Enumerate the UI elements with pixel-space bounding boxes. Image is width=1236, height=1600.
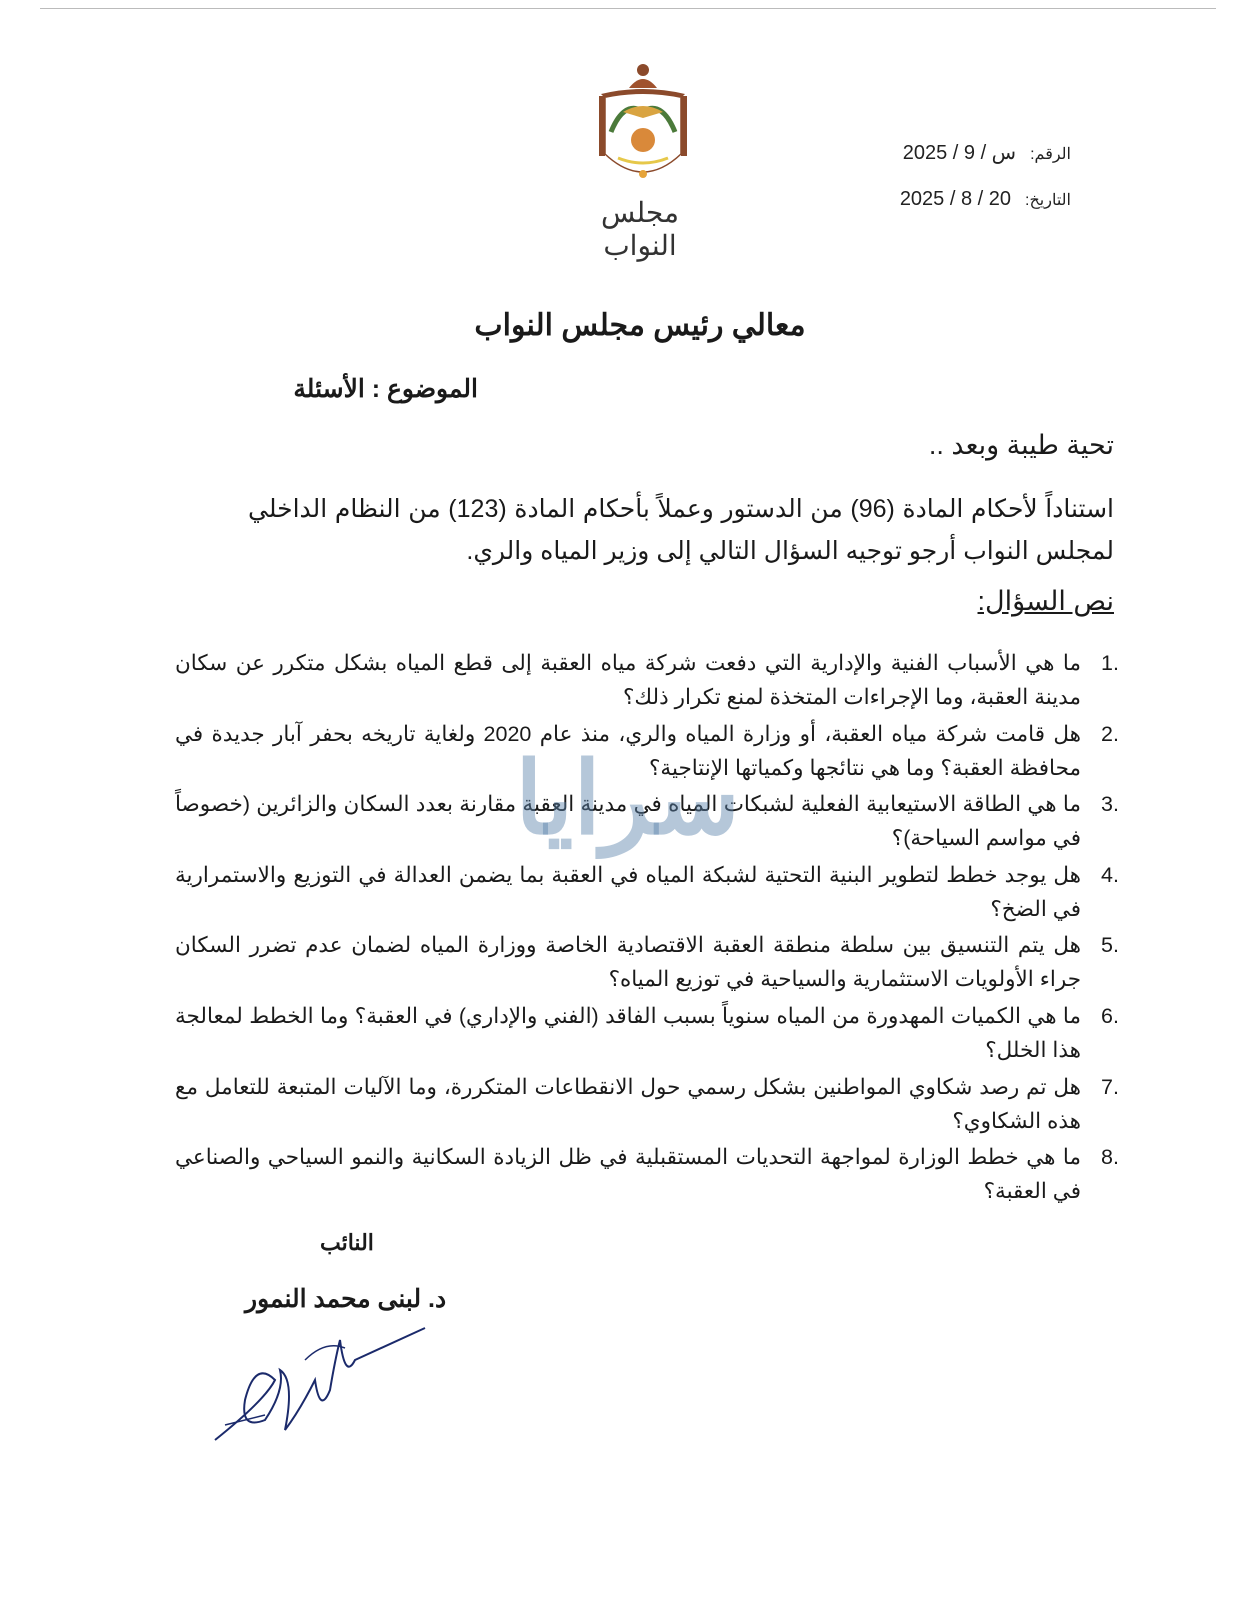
- question-text: هل يوجد خطط لتطوير البنية التحتية لشبكة المياه في العقبة بما يضمن العدالة في التوزيع والاستمرارية في الضخ؟: [175, 862, 1081, 921]
- question-text: هل قامت شركة مياه العقبة، أو وزارة المياه والري، منذ عام 2020 ولغاية تاريخه بحفر آبار جديدة في محافظة العقبة؟ وما هي نتائجها وكمياتها الإنتاجية؟: [175, 721, 1081, 780]
- number-label: الرقم:: [1030, 146, 1071, 163]
- question-number: .2: [1101, 721, 1119, 746]
- question-item: [175, 999, 1119, 1067]
- question-number: .6: [1101, 1003, 1119, 1028]
- question-text: هل يتم التنسيق بين سلطة منطقة العقبة الاقتصادية الخاصة ووزارة المياه لضمان عدم تضرر السكان جراء الأولويات الاستثمارية والسياحية في توزيع المياه؟: [175, 933, 1081, 992]
- question-item: [175, 787, 1119, 855]
- council-calligraphy-logo: مجلس النواب: [600, 196, 680, 262]
- question-number: .8: [1101, 1145, 1119, 1170]
- scan-top-border: [40, 8, 1216, 9]
- jordan-coat-of-arms-icon: [593, 62, 693, 192]
- question-text: ما هي الأسباب الفنية والإدارية التي دفعت شركة مياه العقبة إلى قطع المياه بشكل متكرر عن سكان مدينة العقبة، وما الإجراءات المتخذة لمنع تكرار ذلك؟: [175, 651, 1081, 709]
- addressee-heading: معالي رئيس مجلس النواب: [474, 309, 806, 342]
- question-item: [175, 1140, 1119, 1208]
- question-text: ما هي خطط الوزارة لمواجهة التحديات المستقبلية في ظل الزيادة السكانية والنمو السياحي والصناعي في العقبة؟: [175, 1145, 1081, 1204]
- questions-list: [175, 646, 1119, 1211]
- signatory-name: د. لبنى محمد النمور: [245, 1285, 447, 1313]
- date-label: التاريخ:: [1025, 192, 1071, 209]
- greeting: تحية طيبة وبعد ..: [928, 430, 1114, 460]
- signatory-role: النائب: [320, 1230, 374, 1255]
- date-value: 2025 / 8 / 20: [899, 188, 1012, 210]
- question-item: [175, 717, 1119, 785]
- question-item: [175, 1070, 1119, 1138]
- question-number: .4: [1101, 862, 1119, 887]
- questions-heading: نص السؤال:: [977, 586, 1114, 616]
- question-item: [175, 646, 1119, 714]
- reference-number: [903, 140, 1071, 165]
- question-number: .3: [1101, 792, 1119, 817]
- number-value: 2025 / س / 9: [902, 142, 1017, 164]
- question-text: ما هي الطاقة الاستيعابية الفعلية لشبكات المياه في مدينة العقبة مقارنة بعدد السكان والزائرين (خصوصاً في مواسم السياحة)؟: [175, 792, 1081, 851]
- question-number: .7: [1101, 1074, 1119, 1099]
- letter-date: [900, 188, 1071, 211]
- question-item: [175, 858, 1119, 926]
- subject-line: الموضوع : الأسئلة: [293, 375, 478, 403]
- question-number: .5: [1101, 933, 1119, 958]
- watermark: سرايا: [515, 743, 741, 855]
- body-paragraph: استناداً لأحكام المادة (96) من الدستور وعملاً بأحكام المادة (123) من النظام الداخلي لمجلس النواب أرجو توجيه السؤال التالي إلى وزير المياه والري.: [248, 495, 1114, 565]
- question-item: [175, 928, 1119, 996]
- question-text: ما هي الكميات المهدورة من المياه سنوياً بسبب الفاقد (الفني والإداري) في العقبة؟ وما الخطط لمعالجة هذا الخلل؟: [175, 1003, 1081, 1062]
- question-text: هل تم رصد شكاوي المواطنين بشكل رسمي حول الانقطاعات المتكررة، وما الآليات المتبعة للتعامل مع هذه الشكاوي؟: [175, 1074, 1081, 1133]
- question-number: .1: [1101, 651, 1119, 675]
- handwritten-signature: [205, 1320, 435, 1460]
